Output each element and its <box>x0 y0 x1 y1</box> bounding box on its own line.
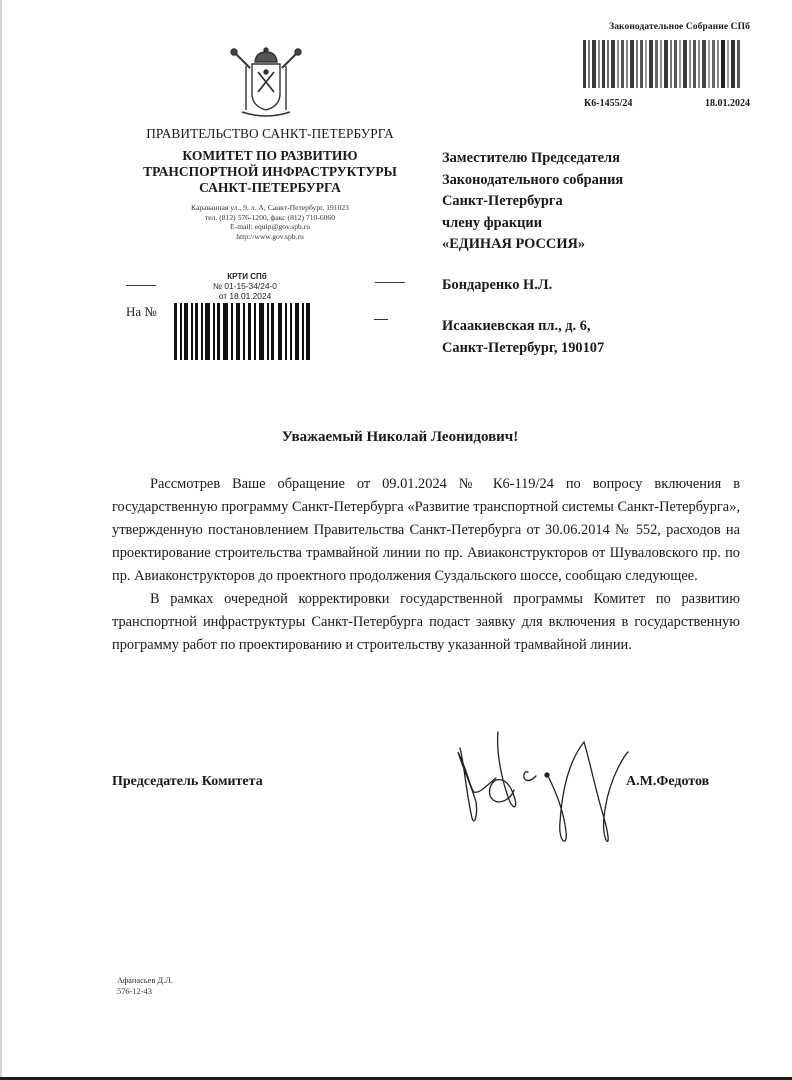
barcode-icon <box>583 40 742 88</box>
contact-website: http://www.gov.spb.ru <box>236 231 304 241</box>
executor-phone: 576-12-43 <box>117 987 152 996</box>
committee-contacts <box>110 203 430 241</box>
signatory-title: Председатель Комитета <box>112 774 263 789</box>
signatory-name: А.М.Федотов <box>626 774 710 789</box>
registration-organization: Законодательное Собрание СПб <box>609 22 750 32</box>
contact-email: E-mail: equip@gov.spb.ru <box>229 222 311 232</box>
committee-line: САНКТ-ПЕТЕРБУРГА <box>199 180 341 195</box>
letter-body <box>112 473 740 657</box>
registration-date: 18.01.2024 <box>705 98 750 109</box>
paragraph: В рамках очередной корректировки государственной программы Комитет по развитию транспортной инфраструктуры Санкт-Петербурга подаст заявку для включения в государственную программу работ по проектированию и строительству указанной трамвайной линии. <box>112 591 740 653</box>
registration-number: К6-1455/24 <box>584 98 633 109</box>
addressee-name: Бондаренко Н.Л. <box>442 277 553 293</box>
outgoing-number: № 01-15-34/24-0 <box>213 281 277 291</box>
outgoing-org: КРТИ СПб <box>227 272 267 281</box>
coat-of-arms-icon <box>228 46 304 120</box>
reply-number-line <box>374 319 388 320</box>
outgoing-date: от 18.01.2024 <box>218 291 272 301</box>
barcode-icon <box>174 303 310 360</box>
registration-stamp <box>578 22 750 109</box>
addressee-line: Заместителю Председателя <box>442 150 620 166</box>
salutation: Уважаемый Николай Леонидович! <box>281 429 519 445</box>
committee-line: КОМИТЕТ ПО РАЗВИТИЮ <box>182 148 358 163</box>
contact-phone: тел. (812) 576-1200, факс (812) 710-6060 <box>204 212 336 222</box>
handwritten-signature-icon <box>440 722 630 852</box>
paragraph: Рассмотрев Ваше обращение от 09.01.2024 № К6-119/24 по вопросу включения в государственную программу Санкт-Петербурга «Развитие транспортной системы Санкт-Петербурга», утвержденную постановлением Правительства Санкт-Петербурга от 30.06.2014 № 552, расходов на проектирование строительства трамвайной линии по пр. Авиаконструкторов от Шуваловского пр. по пр. Авиаконструкторов до проектного продолжения Суздальского шоссе, сообщаю следующее. <box>112 476 740 584</box>
in-reply-label: На № <box>126 304 157 319</box>
contact-address: Караванная ул., 9, л. А, Санкт-Петербург, 191023 <box>191 203 349 212</box>
number-line <box>375 282 405 283</box>
address-line: Санкт-Петербург, 190107 <box>442 339 605 356</box>
date-line <box>126 285 156 286</box>
page-left-edge <box>0 0 2 1080</box>
addressee-address <box>442 316 604 359</box>
outgoing-stamp <box>170 272 320 301</box>
committee-line: ТРАНСПОРТНОЙ ИНФРАСТРУКТУРЫ <box>143 164 397 179</box>
government-title: ПРАВИТЕЛЬСТВО САНКТ-ПЕТЕРБУРГА <box>146 126 394 141</box>
executor-block <box>117 975 173 997</box>
addressee-line: члену фракции <box>442 214 542 231</box>
committee-title <box>110 148 430 196</box>
addressee-line: Законодательного собрания <box>442 171 624 188</box>
executor-name: Афанасьев Д.Л. <box>117 976 173 985</box>
addressee-line: Санкт-Петербурга <box>442 193 563 209</box>
addressee-block <box>442 148 623 256</box>
address-line: Исаакиевская пл., д. 6, <box>442 318 591 334</box>
addressee-line: «ЕДИНАЯ РОССИЯ» <box>442 236 586 252</box>
